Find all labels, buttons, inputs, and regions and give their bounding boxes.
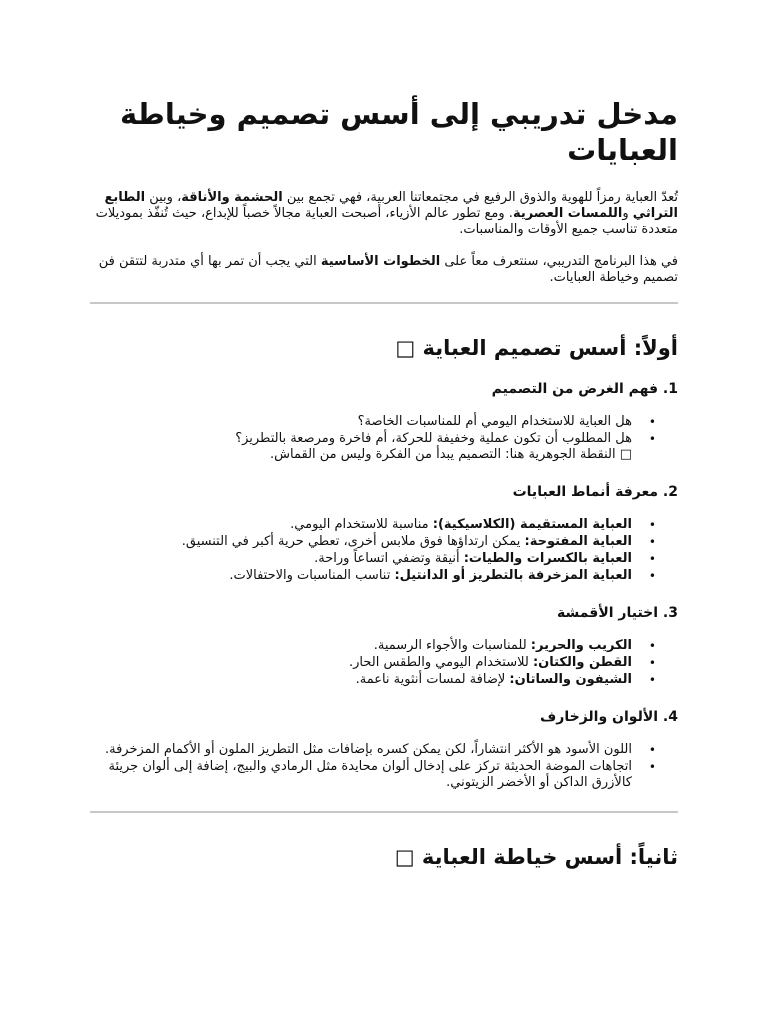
fabrics-list xyxy=(90,638,678,688)
section-heading-sewing: ثانياً: أسس خياطة العباية □ xyxy=(394,845,678,869)
subsection-heading-styles: 2. معرفة أنماط العبايات xyxy=(512,484,678,500)
subsection-heading-fabrics: 3. اختيار الأقمشة xyxy=(557,605,678,621)
intro-paragraph-2: في هذا البرنامج التدريبي، سنتعرف معاً على الخطوات الأساسية التي يجب أن تمر بها أي متدربة لتتقن فن تصميم وخياطة العبايات. xyxy=(98,254,678,285)
list-item: • القطن والكتان: للاستخدام اليومي والطقس الحار. xyxy=(90,655,632,671)
purpose-list xyxy=(90,414,678,463)
page-title: مدخل تدريبي إلى أسس تصميم وخياطة العبايات xyxy=(119,97,678,167)
placeholder-box-icon: □ xyxy=(394,845,415,869)
list-item: • العباية المستقيمة (الكلاسيكية): مناسبة للاستخدام اليومي. xyxy=(90,517,632,533)
styles-list xyxy=(90,517,678,584)
intro-paragraph-1: تُعدّ العباية رمزاً للهوية والذوق الرفيع في مجتمعاتنا العربية، فهي تجمع بين الحشمة والأناقة، وبين الطابع التراثي واللمسات العصرية. ومع تطور عالم الأزياء، أصبحت العباية مجالاً خصباً للإبداع، حيث تُنفّذ بموديلات متعددة تناسب جميع الأوقات والمناسبات. xyxy=(95,190,678,237)
list-item: • اتجاهات الموضة الحديثة تركز على إدخال ألوان محايدة مثل الرمادي والبيج، إضافة إلى ألوان جريئة كالأزرق الداكن أو الأخضر الزيتوني. xyxy=(90,759,632,791)
document-page xyxy=(90,0,678,871)
list-item: • العباية المزخرفة بالتطريز أو الدانتيل: تناسب المناسبات والاحتفالات. xyxy=(90,568,632,584)
section-heading-design: أولاً: أسس تصميم العباية □ xyxy=(395,336,678,360)
list-item: • الكريب والحرير: للمناسبات والأجواء الرسمية. xyxy=(90,638,632,654)
placeholder-box-icon: □ xyxy=(395,336,416,360)
divider xyxy=(90,811,678,813)
list-item: • اللون الأسود هو الأكثر انتشاراً، لكن يمكن كسره بإضافات مثل التطريز الملون أو الأكمام المزخرفة. xyxy=(90,742,632,758)
list-item: • الشيفون والساتان: لإضافة لمسات أنثوية ناعمة. xyxy=(90,672,632,688)
list-item: • هل المطلوب أن تكون عملية وخفيفة للحركة، أم فاخرة ومرصعة بالتطريز؟ □ النقطة الجوهرية هنا: التصميم يبدأ من الفكرة وليس من القماش. xyxy=(90,431,632,463)
divider xyxy=(90,302,678,304)
colors-list xyxy=(90,742,678,791)
list-item: • العباية المفتوحة: يمكن ارتداؤها فوق ملابس أخرى، تعطي حرية أكبر في التنسيق. xyxy=(90,534,632,550)
subsection-heading-colors: 4. الألوان والزخارف xyxy=(540,709,678,725)
subsection-heading-purpose: 1. فهم الغرض من التصميم xyxy=(491,381,678,397)
list-item: • هل العباية للاستخدام اليومي أم للمناسبات الخاصة؟ xyxy=(90,414,632,430)
list-item: • العباية بالكسرات والطيات: أنيقة وتضفي اتساعاً وراحة. xyxy=(90,551,632,567)
